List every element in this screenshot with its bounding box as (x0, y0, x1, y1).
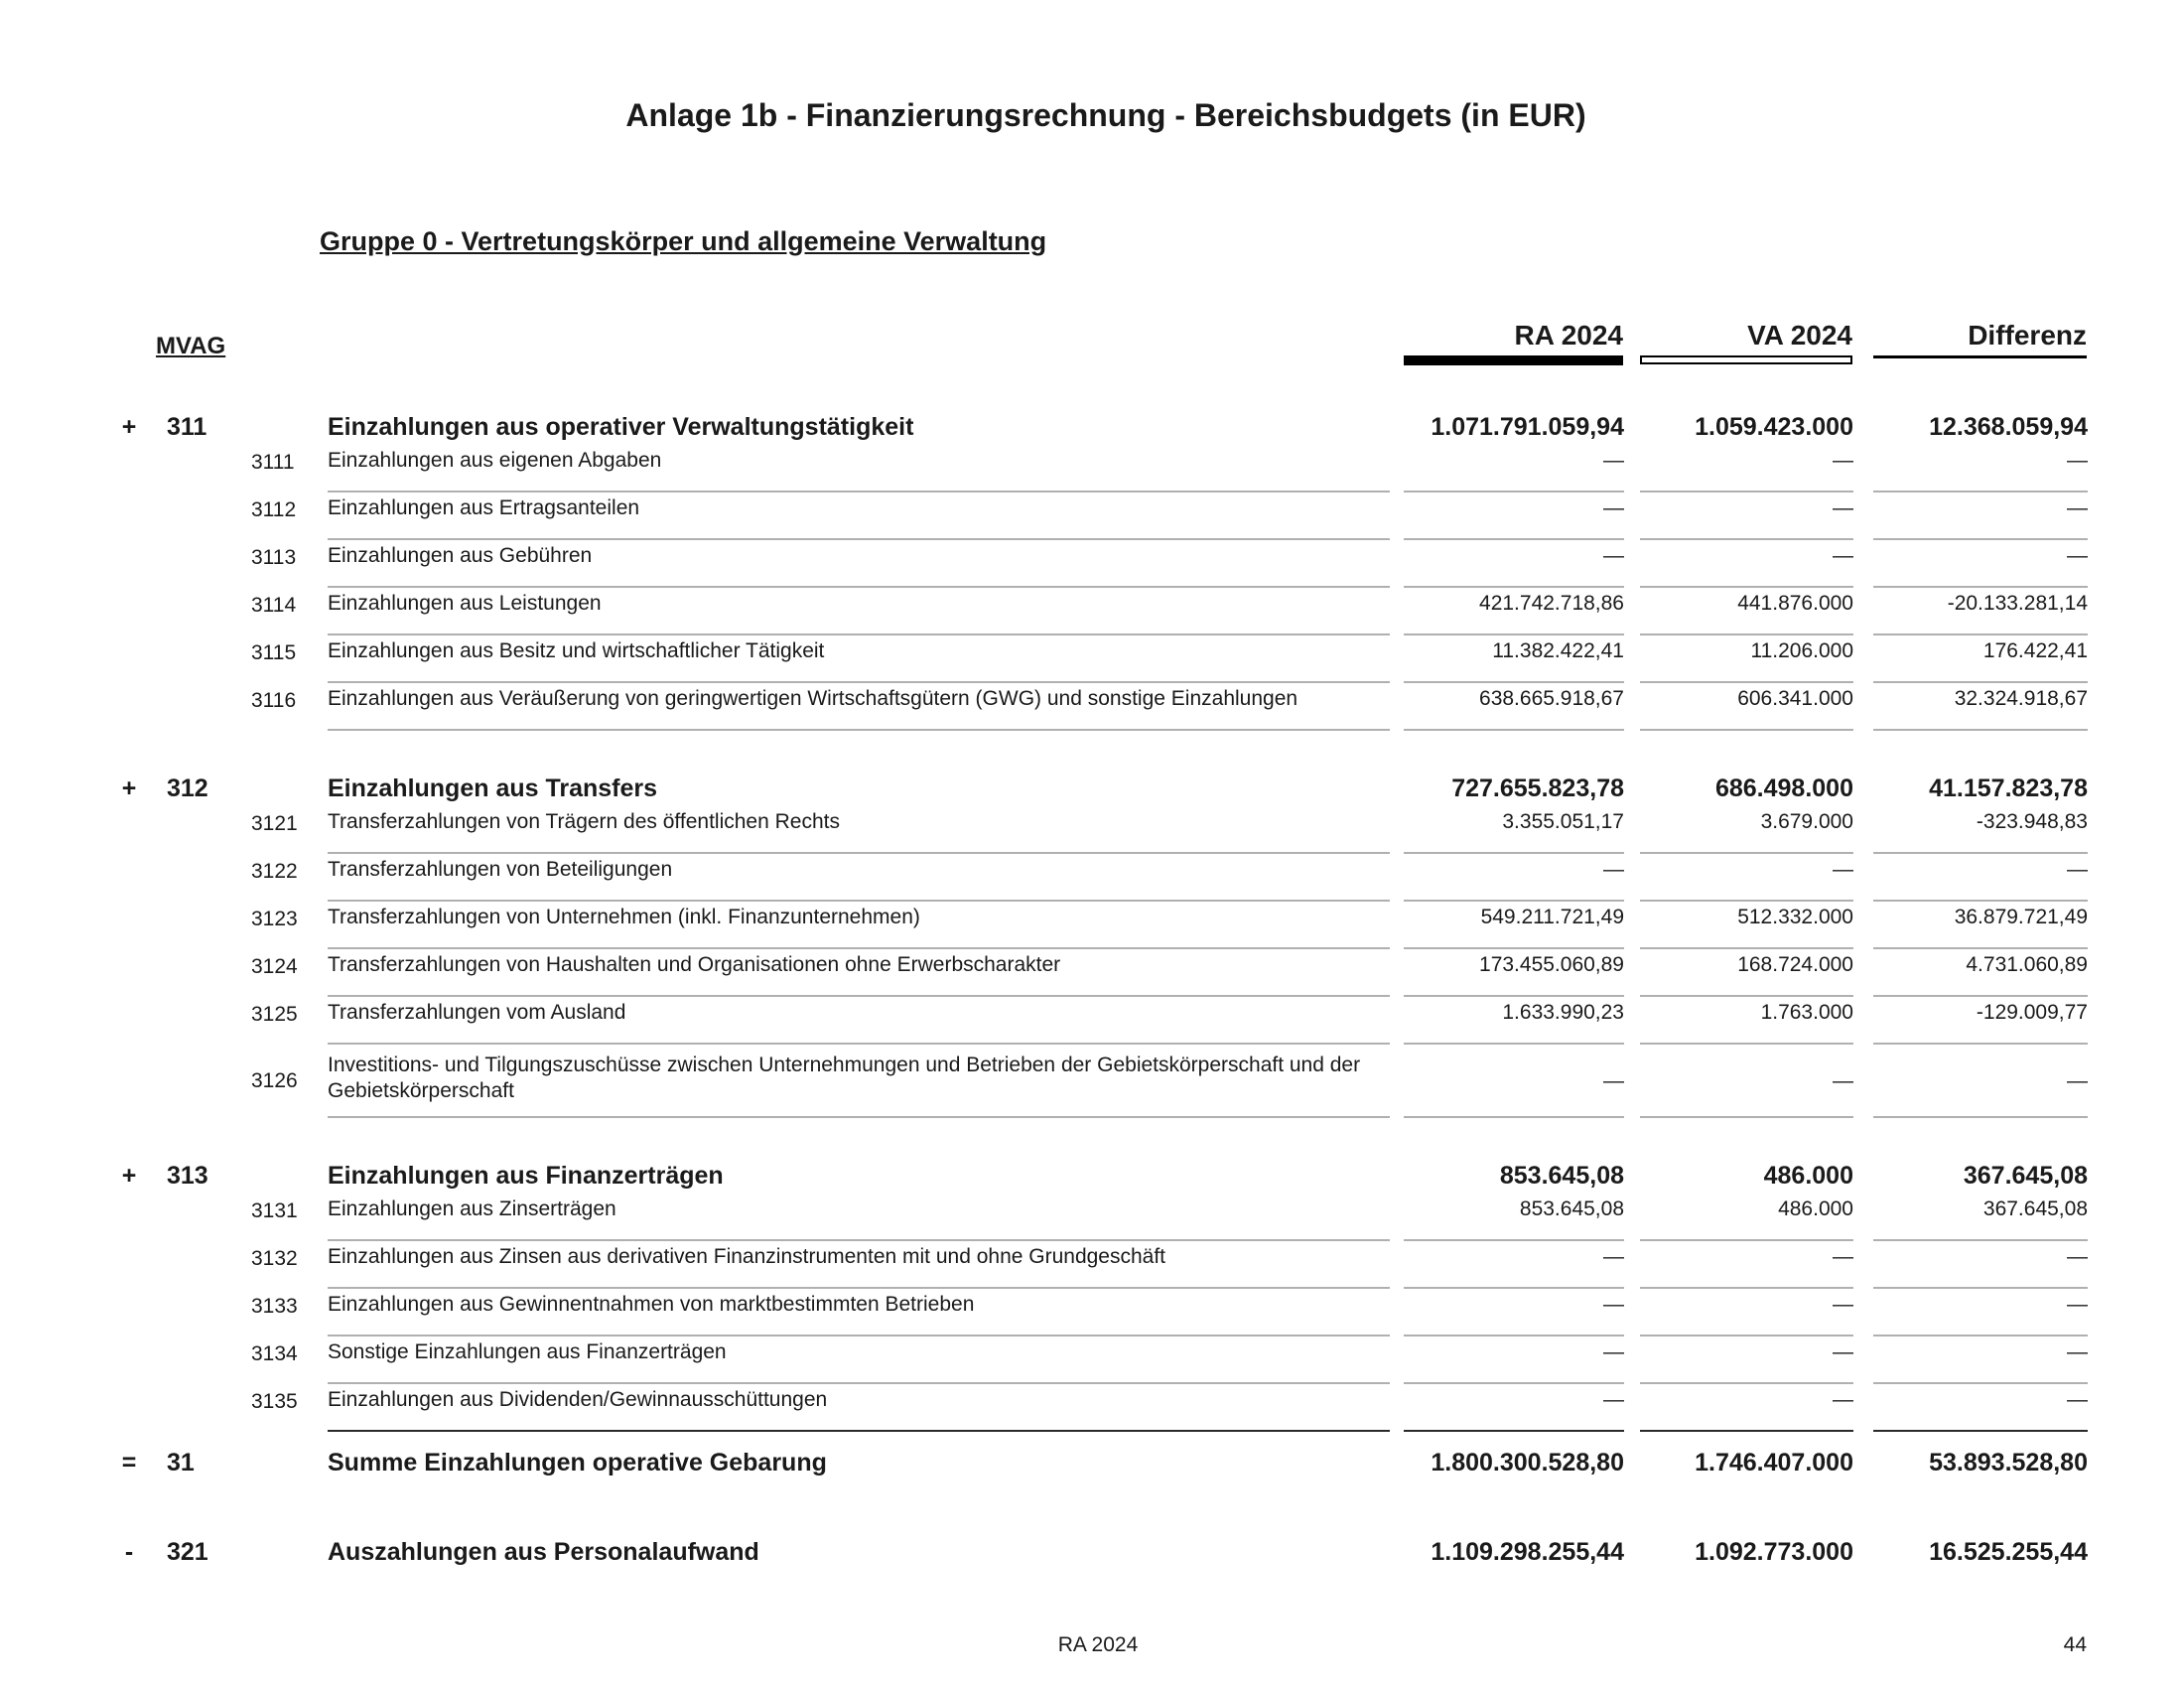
account-label: Transferzahlungen von Trägern des öffentlichen Rechts (328, 810, 840, 833)
table-row (0, 1241, 2184, 1289)
section-header-code: 311 (167, 413, 207, 441)
section-header-sign: + (121, 774, 137, 802)
account-code: 3121 (251, 812, 298, 835)
account-label: Transferzahlungen von Beteiligungen (328, 858, 673, 881)
diff-value: -323.948,83 (1976, 810, 2088, 833)
account-label: Einzahlungen aus Gebühren (328, 544, 593, 567)
mvag-column-label: MVAG (156, 333, 226, 359)
account-label: Transferzahlungen von Haushalten und Organisationen ohne Erwerbscharakter (328, 953, 1061, 976)
diff-value: 176.422,41 (1982, 639, 2088, 662)
va-value: — (1833, 1388, 1853, 1411)
total-row (0, 1532, 2184, 1572)
row-divider (1404, 1430, 1624, 1432)
section-header-ra-value: 853.645,08 (1499, 1162, 1624, 1190)
total-va-value: 1.092.773.000 (1695, 1538, 1853, 1566)
ra-value: 11.382.422,41 (1492, 639, 1624, 662)
diff-value: — (2067, 1069, 2088, 1092)
ra-value: 173.455.060,89 (1479, 953, 1624, 976)
account-label: Einzahlungen aus Besitz und wirtschaftlicher Tätigkeit (328, 639, 825, 662)
ra-value: 421.742.718,86 (1479, 592, 1624, 615)
va-value: — (1833, 544, 1853, 567)
row-divider (328, 1430, 1390, 1432)
table-row (0, 1384, 2184, 1432)
ra-value: — (1603, 858, 1624, 881)
ra-value: — (1603, 1293, 1624, 1316)
ra-value: — (1603, 1245, 1624, 1268)
ra-value: 853.645,08 (1519, 1197, 1624, 1220)
row-divider (1404, 729, 1624, 731)
account-code: 3113 (251, 546, 297, 569)
table-row (0, 1289, 2184, 1336)
account-code: 3115 (251, 641, 297, 664)
section-header-sign: + (121, 413, 137, 441)
ra-value: 3.355.051,17 (1502, 810, 1624, 833)
diff-value: -129.009,77 (1976, 1001, 2088, 1024)
diff-value: — (2067, 496, 2088, 519)
column-header-diff (1873, 318, 2088, 358)
diff-value: 36.879.721,49 (1954, 906, 2088, 928)
account-label: Investitions- und Tilgungszuschüsse zwischen Unternehmungen und Betrieben der Gebietskörperschaft und der Gebietskörperschaft (328, 1054, 1361, 1102)
total-va-value: 1.746.407.000 (1695, 1449, 1853, 1477)
column-header-ra (1404, 318, 1624, 365)
account-label: Einzahlungen aus Zinsen aus derivativen Finanzinstrumenten mit und ohne Grundgeschäft (328, 1245, 1166, 1268)
column-header-ra-label: RA 2024 (1514, 320, 1623, 351)
account-code: 3116 (251, 689, 297, 712)
account-code: 3134 (251, 1342, 298, 1365)
row-divider (1873, 1116, 2088, 1118)
va-value: 168.724.000 (1737, 953, 1853, 976)
table-row (0, 997, 2184, 1045)
section-header-sign: + (121, 1162, 137, 1190)
account-code: 3135 (251, 1390, 298, 1413)
page-title: Anlage 1b - Finanzierungsrechnung - Bereichsbudgets (in EUR) (625, 97, 1586, 133)
account-code: 3122 (251, 860, 298, 883)
va-value: 3.679.000 (1760, 810, 1853, 833)
va-value: — (1833, 1340, 1853, 1363)
section-header-label: Einzahlungen aus Transfers (328, 774, 658, 802)
ra-value: 1.633.990,23 (1502, 1001, 1624, 1024)
row-divider (1640, 1116, 1853, 1118)
diff-value: 4.731.060,89 (1966, 953, 2088, 976)
total-ra-value: 1.109.298.255,44 (1431, 1538, 1624, 1566)
va-value: 441.876.000 (1737, 592, 1853, 615)
table-row (0, 1045, 2184, 1118)
ra-value: 638.665.918,67 (1479, 687, 1624, 710)
account-label: Sonstige Einzahlungen aus Finanzerträgen (328, 1340, 727, 1363)
diff-value: — (2067, 449, 2088, 472)
group-title: Gruppe 0 - Vertretungskörper und allgemeine Verwaltung (320, 226, 1047, 256)
section-header-ra-value: 1.071.791.059,94 (1431, 413, 1624, 441)
account-label: Einzahlungen aus Gewinnentnahmen von marktbestimmten Betrieben (328, 1293, 975, 1316)
va-value: 512.332.000 (1737, 906, 1853, 928)
column-header-diff-rule (1873, 355, 2087, 358)
account-label: Transferzahlungen von Unternehmen (inkl. Finanzunternehmen) (328, 906, 920, 928)
column-header-va-rule (1640, 355, 1852, 364)
diff-value: — (2067, 1293, 2088, 1316)
page-number: 44 (2063, 1633, 2087, 1656)
section-header-code: 312 (167, 774, 208, 802)
diff-value: 32.324.918,67 (1954, 687, 2088, 710)
total-label: Summe Einzahlungen operative Gebarung (328, 1449, 827, 1477)
total-sign: = (121, 1449, 137, 1477)
row-divider (328, 729, 1390, 731)
total-row (0, 1443, 2184, 1482)
row-divider (1404, 1116, 1624, 1118)
section-header-va-value: 1.059.423.000 (1695, 413, 1853, 441)
section-header-row (0, 1156, 2184, 1196)
row-divider (1640, 1430, 1853, 1432)
table-row (0, 445, 2184, 492)
diff-value: — (2067, 1388, 2088, 1411)
ra-value: — (1603, 496, 1624, 519)
va-value: — (1833, 1293, 1853, 1316)
table-row (0, 588, 2184, 635)
row-divider (1873, 729, 2088, 731)
footer-label: RA 2024 (1057, 1633, 1139, 1656)
va-value: 606.341.000 (1737, 687, 1853, 710)
account-code: 3112 (251, 498, 297, 521)
account-label: Einzahlungen aus Dividenden/Gewinnausschüttungen (328, 1388, 828, 1411)
section-header-row (0, 407, 2184, 447)
total-diff-value: 16.525.255,44 (1929, 1538, 2088, 1566)
diff-value: -20.133.281,14 (1947, 592, 2088, 615)
account-label: Transferzahlungen vom Ausland (328, 1001, 626, 1024)
account-code: 3111 (251, 451, 295, 474)
section-header-ra-value: 727.655.823,78 (1451, 774, 1624, 802)
account-code: 3131 (251, 1199, 298, 1222)
table-row (0, 902, 2184, 949)
section-header-label: Einzahlungen aus Finanzerträgen (328, 1162, 724, 1190)
section-header-diff-value: 12.368.059,94 (1929, 413, 2088, 441)
ra-value: 549.211.721,49 (1480, 906, 1624, 928)
ra-value: — (1603, 544, 1624, 567)
diff-value: 367.645,08 (1982, 1197, 2088, 1220)
section-header-va-value: 486.000 (1763, 1162, 1853, 1190)
row-divider (1640, 729, 1853, 731)
diff-value: — (2067, 1245, 2088, 1268)
section-header-diff-value: 41.157.823,78 (1929, 774, 2088, 802)
account-code: 3114 (251, 594, 297, 617)
diff-value: — (2067, 544, 2088, 567)
ra-value: — (1603, 449, 1624, 472)
section-header-code: 313 (167, 1162, 208, 1190)
table-row (0, 492, 2184, 540)
account-code: 3132 (251, 1247, 298, 1270)
account-label: Einzahlungen aus Zinserträgen (328, 1197, 616, 1220)
diff-value: — (2067, 858, 2088, 881)
total-sign: - (124, 1538, 134, 1566)
ra-value: — (1603, 1340, 1624, 1363)
total-code: 321 (167, 1538, 208, 1566)
column-header-ra-rule (1404, 355, 1623, 365)
total-ra-value: 1.800.300.528,80 (1431, 1449, 1624, 1477)
account-code: 3125 (251, 1003, 298, 1026)
row-divider (1873, 1430, 2088, 1432)
account-code: 3124 (251, 955, 298, 978)
table-row (0, 854, 2184, 902)
section-header-row (0, 769, 2184, 808)
total-label: Auszahlungen aus Personalaufwand (328, 1538, 759, 1566)
va-value: 11.206.000 (1750, 639, 1853, 662)
column-header-va (1640, 318, 1853, 364)
table-row (0, 949, 2184, 997)
account-label: Einzahlungen aus Leistungen (328, 592, 602, 615)
row-divider (328, 1116, 1390, 1118)
total-code: 31 (167, 1449, 195, 1477)
account-code: 3123 (251, 908, 298, 930)
section-header-va-value: 686.498.000 (1714, 774, 1853, 802)
table-row (0, 806, 2184, 854)
table-row (0, 683, 2184, 731)
table-row (0, 1336, 2184, 1384)
account-code: 3133 (251, 1295, 298, 1318)
ra-value: — (1603, 1069, 1624, 1092)
va-value: — (1833, 1069, 1853, 1092)
account-label: Einzahlungen aus Ertragsanteilen (328, 496, 640, 519)
section-header-label: Einzahlungen aus operativer Verwaltungstätigkeit (328, 413, 914, 441)
table-row (0, 1194, 2184, 1241)
va-value: 486.000 (1778, 1197, 1853, 1220)
column-header-diff-label: Differenz (1968, 320, 2087, 351)
ra-value: — (1603, 1388, 1624, 1411)
va-value: 1.763.000 (1760, 1001, 1853, 1024)
va-value: — (1833, 858, 1853, 881)
total-diff-value: 53.893.528,80 (1929, 1449, 2088, 1477)
table-row (0, 540, 2184, 588)
section-header-diff-value: 367.645,08 (1963, 1162, 2088, 1190)
table-row (0, 635, 2184, 683)
diff-value: — (2067, 1340, 2088, 1363)
account-label: Einzahlungen aus eigenen Abgaben (328, 449, 662, 472)
va-value: — (1833, 1245, 1853, 1268)
column-header-va-label: VA 2024 (1747, 320, 1852, 351)
account-label: Einzahlungen aus Veräußerung von geringwertigen Wirtschaftsgütern (GWG) und sonstige Einzahlungen (328, 687, 1298, 710)
va-value: — (1833, 496, 1853, 519)
account-code: 3126 (251, 1069, 298, 1092)
va-value: — (1833, 449, 1853, 472)
